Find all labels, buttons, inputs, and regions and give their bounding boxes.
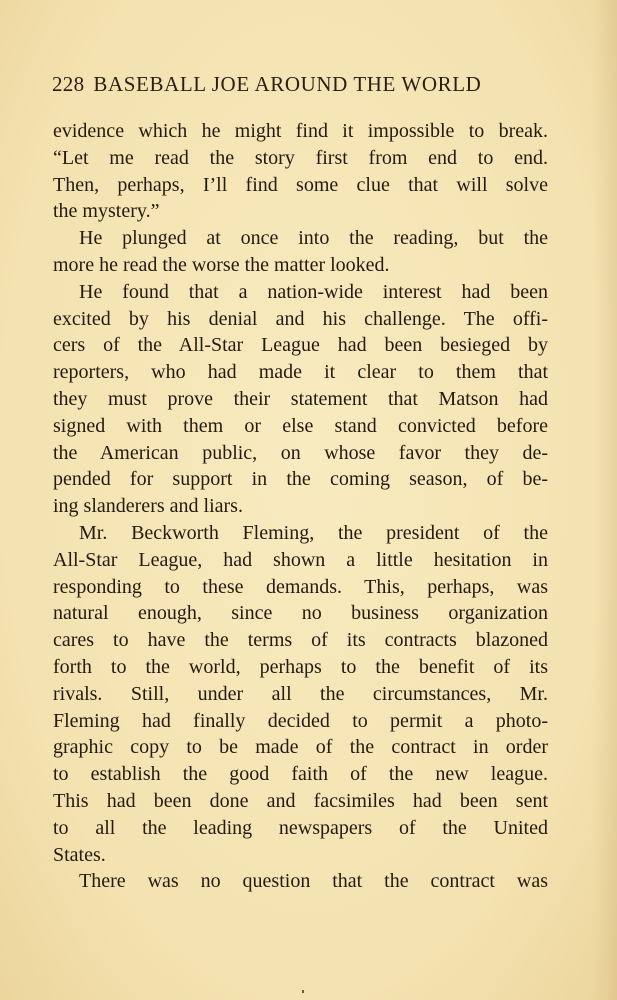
text-line: There was no question that the contract was (79, 870, 548, 893)
text-line: evidence which he might find it impossible to break. (53, 120, 548, 142)
text-line: more he read the worse the matter looked. (53, 253, 390, 276)
text-line: “Let me read the story first from end to end. (53, 146, 548, 169)
body-text (53, 118, 548, 895)
text-line: excited by his denial and his challenge. The offi- (53, 307, 548, 330)
text-line: cares to have the terms of its contracts blazoned (53, 629, 548, 652)
text-line: Mr. Beckworth Fleming, the president of the (79, 521, 548, 544)
text-line: rivals. Still, under all the circumstances, Mr. (53, 682, 548, 705)
running-title: BASEBALL JOE AROUND THE WORLD (93, 72, 482, 96)
page-number: 228 (52, 72, 85, 96)
text-line: pended for support in the coming season, of be- (53, 468, 548, 491)
text-line: He found that a nation-wide interest had been (79, 280, 548, 303)
text-line: graphic copy to be made of the contract in order (53, 736, 548, 759)
text-line: Fleming had finally decided to permit a photo- (53, 709, 548, 732)
text-line: He plunged at once into the reading, but the (79, 227, 548, 250)
text-line: cers of the All-Star League had been besieged by (53, 334, 548, 357)
text-line: forth to the world, perhaps to the benefit of its (53, 655, 548, 678)
text-line: States. (53, 843, 106, 866)
text-line: reporters, who had made it clear to them that (53, 361, 548, 384)
text-line: All-Star League, had shown a little hesitation in (53, 548, 548, 571)
text-line: ing slanderers and liars. (53, 495, 243, 518)
ink-speck (302, 990, 304, 993)
text-line: they must prove their statement that Matson had (53, 387, 548, 410)
page-header (52, 72, 550, 97)
text-line: to establish the good faith of the new league. (53, 763, 548, 786)
text-line: natural enough, since no business organization (53, 602, 548, 625)
text-line: This had been done and facsimiles had been sent (53, 789, 548, 812)
text-line: Then, perhaps, I’ll find some clue that will solve (53, 173, 548, 196)
text-line: the American public, on whose favor they de- (53, 441, 548, 464)
text-line: to all the leading newspapers of the United (53, 816, 548, 839)
text-line: responding to these demands. This, perhaps, was (53, 575, 548, 598)
text-line: signed with them or else stand convicted before (53, 414, 548, 437)
text-line: the mystery.” (53, 200, 160, 223)
